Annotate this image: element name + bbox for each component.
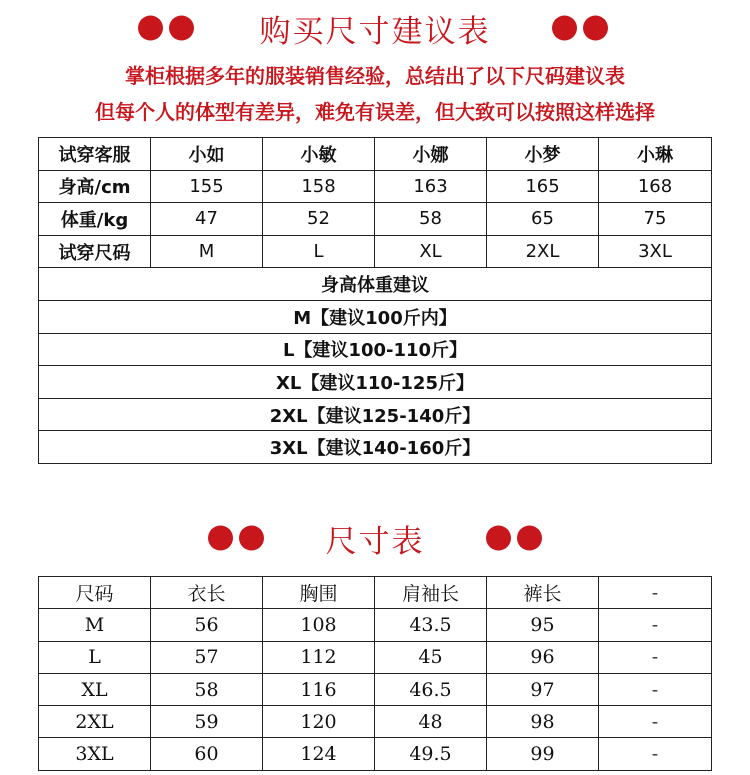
fit-table-cell: 65 bbox=[487, 203, 599, 236]
size-table-row bbox=[39, 738, 712, 770]
size-column-header: 肩袖长 bbox=[375, 577, 487, 609]
size-table-cell: 58 bbox=[151, 673, 263, 705]
purchase-size-title-row bbox=[0, 6, 750, 50]
fit-table-row bbox=[39, 170, 712, 203]
fit-table-row bbox=[39, 138, 712, 171]
fit-table-cell: 163 bbox=[375, 170, 487, 203]
fit-column-header: 小琳 bbox=[599, 138, 712, 171]
red-dot-icon bbox=[486, 526, 511, 551]
decorative-dots-right bbox=[486, 526, 542, 551]
size-table-cell: 46.5 bbox=[375, 673, 487, 705]
fit-table-cell: 52 bbox=[263, 203, 375, 236]
fit-table-row bbox=[39, 431, 712, 464]
decorative-dots-left bbox=[138, 16, 194, 41]
size-table-cell: 120 bbox=[263, 706, 375, 738]
size-column-header: 衣长 bbox=[151, 577, 263, 609]
size-table-cell: 112 bbox=[263, 641, 375, 673]
size-table-cell: 108 bbox=[263, 609, 375, 641]
size-recommendation-cell: L【建议100-110斤】 bbox=[39, 333, 712, 366]
size-label-cell: L bbox=[39, 641, 151, 673]
size-table-row bbox=[39, 609, 712, 641]
size-table-row bbox=[39, 673, 712, 705]
size-column-header: 尺码 bbox=[39, 577, 151, 609]
red-dot-icon bbox=[208, 526, 233, 551]
notice-line-2: 但每个人的体型有差异，难免有误差，但大致可以按照这样选择 bbox=[95, 100, 655, 124]
size-table-cell: 59 bbox=[151, 706, 263, 738]
fit-table-cell: 3XL bbox=[599, 235, 712, 268]
fit-table-row bbox=[39, 268, 712, 301]
size-label-cell: 3XL bbox=[39, 738, 151, 770]
size-label-cell: 2XL bbox=[39, 706, 151, 738]
fit-table-cell: 168 bbox=[599, 170, 712, 203]
size-chart-title-row bbox=[0, 516, 750, 560]
fit-row-header: 体重/kg bbox=[39, 203, 151, 236]
size-chart-title: 尺寸表 bbox=[325, 523, 425, 560]
size-recommendation-cell: M【建议100斤内】 bbox=[39, 300, 712, 333]
size-recommendation-cell: XL【建议110-125斤】 bbox=[39, 366, 712, 399]
fit-recommendation-table bbox=[38, 137, 712, 464]
decorative-dots-left bbox=[208, 526, 264, 551]
size-table-cell: 95 bbox=[487, 609, 599, 641]
fit-table-cell: L bbox=[263, 235, 375, 268]
size-table-header-row bbox=[39, 577, 712, 609]
size-table-row bbox=[39, 641, 712, 673]
red-dot-icon bbox=[169, 16, 194, 41]
page-title: 购买尺寸建议表 bbox=[259, 13, 491, 50]
fit-column-header: 小敏 bbox=[263, 138, 375, 171]
fit-table-row bbox=[39, 203, 712, 236]
size-table-cell: 116 bbox=[263, 673, 375, 705]
size-table-cell: 60 bbox=[151, 738, 263, 770]
fit-table-cell: 158 bbox=[263, 170, 375, 203]
size-table-cell: 99 bbox=[487, 738, 599, 770]
fit-table-cell: 165 bbox=[487, 170, 599, 203]
size-table-cell: 45 bbox=[375, 641, 487, 673]
decorative-dots-right bbox=[552, 16, 608, 41]
red-dot-icon bbox=[583, 16, 608, 41]
recommend-title-cell: 身高体重建议 bbox=[39, 268, 712, 301]
size-table-cell: - bbox=[599, 641, 712, 673]
size-label-cell: M bbox=[39, 609, 151, 641]
size-column-header: 胸围 bbox=[263, 577, 375, 609]
fit-table-cell: 58 bbox=[375, 203, 487, 236]
fit-row-header: 试穿尺码 bbox=[39, 235, 151, 268]
red-dot-icon bbox=[138, 16, 163, 41]
fit-table-row bbox=[39, 366, 712, 399]
size-recommendation-cell: 2XL【建议125-140斤】 bbox=[39, 398, 712, 431]
fit-table-row bbox=[39, 333, 712, 366]
fit-table-cell: M bbox=[151, 235, 263, 268]
fit-column-header: 小如 bbox=[151, 138, 263, 171]
size-table-cell: 43.5 bbox=[375, 609, 487, 641]
notice-line-1: 掌柜根据多年的服装销售经验，总结出了以下尺码建议表 bbox=[125, 64, 625, 88]
size-table-cell: 97 bbox=[487, 673, 599, 705]
fit-table-row bbox=[39, 300, 712, 333]
size-table-cell: - bbox=[599, 738, 712, 770]
size-table-cell: 56 bbox=[151, 609, 263, 641]
size-table-cell: - bbox=[599, 673, 712, 705]
fit-table-cell: 75 bbox=[599, 203, 712, 236]
fit-table-cell: 155 bbox=[151, 170, 263, 203]
size-column-header: - bbox=[599, 577, 712, 609]
fit-table-cell: 2XL bbox=[487, 235, 599, 268]
size-column-header: 裤长 bbox=[487, 577, 599, 609]
red-dot-icon bbox=[517, 526, 542, 551]
fit-column-header: 小梦 bbox=[487, 138, 599, 171]
fit-column-header: 小娜 bbox=[375, 138, 487, 171]
fit-table-row bbox=[39, 235, 712, 268]
size-label-cell: XL bbox=[39, 673, 151, 705]
red-dot-icon bbox=[552, 16, 577, 41]
fit-row-header: 试穿客服 bbox=[39, 138, 151, 171]
fit-table-cell: 47 bbox=[151, 203, 263, 236]
size-chart-table bbox=[38, 576, 712, 771]
size-table-cell: 48 bbox=[375, 706, 487, 738]
size-table-cell: 98 bbox=[487, 706, 599, 738]
red-dot-icon bbox=[239, 526, 264, 551]
fit-row-header: 身高/cm bbox=[39, 170, 151, 203]
size-table-row bbox=[39, 706, 712, 738]
size-table-cell: - bbox=[599, 609, 712, 641]
size-table-cell: 96 bbox=[487, 641, 599, 673]
fit-table-cell: XL bbox=[375, 235, 487, 268]
fit-table-row bbox=[39, 398, 712, 431]
size-table-cell: 57 bbox=[151, 641, 263, 673]
size-recommendation-cell: 3XL【建议140-160斤】 bbox=[39, 431, 712, 464]
size-table-cell: 124 bbox=[263, 738, 375, 770]
size-table-cell: 49.5 bbox=[375, 738, 487, 770]
size-table-cell: - bbox=[599, 706, 712, 738]
